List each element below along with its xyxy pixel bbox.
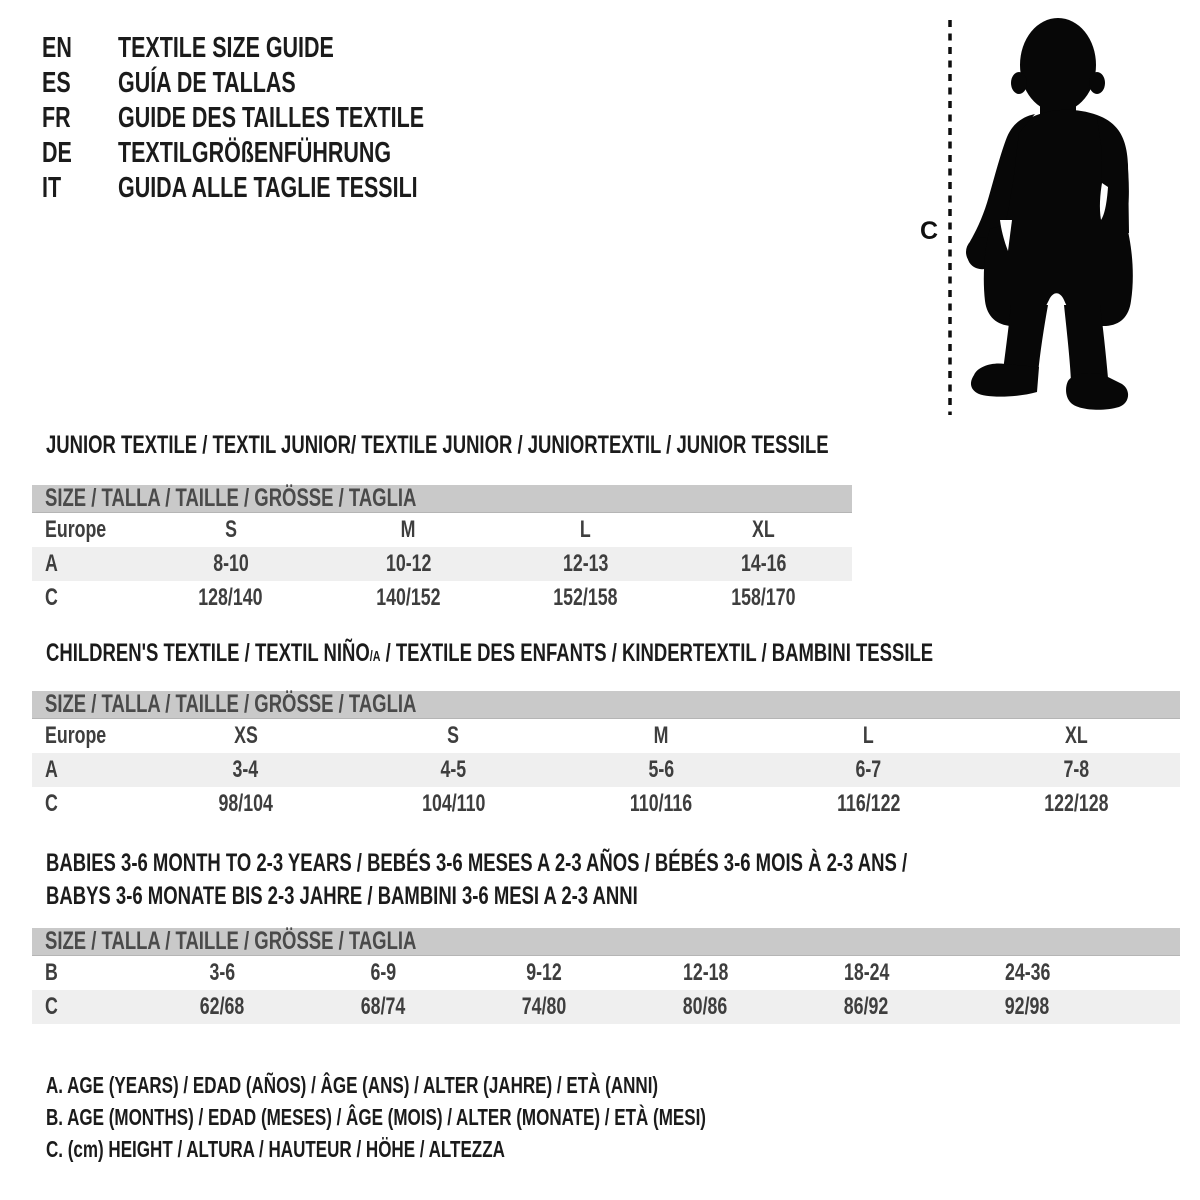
cell: 8-10 (212, 550, 249, 577)
cell: 122/128 (1044, 790, 1109, 817)
cell: 5-6 (648, 756, 674, 783)
table-row-sizes (32, 719, 1180, 753)
lang-row-it (42, 171, 532, 206)
cell: 128/140 (198, 584, 263, 611)
row-label: Europe (45, 722, 107, 749)
cell: 110/116 (629, 790, 693, 817)
cell: 12-18 (682, 959, 729, 986)
cell: M (653, 722, 669, 749)
lang-row-en (42, 31, 532, 66)
size-header-band: SIZE / TALLA / TAILLE / GRÖSSE / TAGLIA (32, 928, 1180, 956)
cell: 6-7 (855, 756, 882, 783)
cell: 24-36 (1004, 959, 1051, 986)
cell: 80/86 (683, 993, 728, 1020)
cell: 9-12 (526, 959, 563, 986)
lang-title: GUÍA DE TALLAS (118, 67, 296, 99)
row-label: C (45, 790, 58, 817)
lang-title: TEXTILE SIZE GUIDE (118, 32, 334, 64)
table-row-sizes (32, 513, 852, 547)
legend-line-c: C. (cm) HEIGHT / ALTURA / HAUTEUR / HÖHE / ALTEZZA (46, 1136, 505, 1162)
lang-title: GUIDE DES TAILLES TEXTILE (118, 102, 425, 134)
cell: 116/122 (836, 790, 901, 817)
nino-a-subscript: /A (369, 649, 381, 665)
junior-size-table (32, 485, 852, 615)
cell: 12-13 (563, 550, 609, 577)
junior-section-heading: JUNIOR TEXTILE / TEXTIL JUNIOR/ TEXTILE JUNIOR / JUNIORTEXTIL / JUNIOR TESSILE (46, 431, 829, 459)
lang-code: DE (42, 137, 72, 169)
row-label: C (45, 993, 58, 1020)
lang-code: EN (42, 32, 72, 64)
cell: 152/158 (553, 584, 618, 611)
measurement-legend (46, 1069, 938, 1165)
row-label: C (45, 584, 58, 611)
row-label: Europe (45, 516, 107, 543)
cell: XL (1064, 722, 1088, 749)
lang-title: TEXTILGRÖßENFÜHRUNG (118, 137, 392, 169)
cell: 68/74 (361, 993, 406, 1020)
cell: 158/170 (731, 584, 796, 611)
table-row-age-years (32, 547, 852, 581)
cell: 104/110 (421, 790, 486, 817)
size-header-band: SIZE / TALLA / TAILLE / GRÖSSE / TAGLIA (32, 485, 852, 513)
cell: 10-12 (385, 550, 431, 577)
table-row-height-cm (32, 787, 1180, 821)
cell: S (224, 516, 237, 543)
cell: 86/92 (844, 993, 889, 1020)
table-row-height-cm (32, 581, 852, 615)
children-section-heading: CHILDREN'S TEXTILE / TEXTIL NIÑO/A / TEXTILE DES ENFANTS / KINDERTEXTIL / BAMBINI TESSILE (46, 639, 934, 667)
cell: 14-16 (740, 550, 786, 577)
cell: M (400, 516, 416, 543)
lang-code: IT (42, 172, 62, 204)
cell: 6-9 (370, 959, 397, 986)
height-measure-label: C (919, 217, 939, 245)
cell: 74/80 (522, 993, 567, 1020)
lang-code: ES (42, 67, 71, 99)
table-row-age-years (32, 753, 1180, 787)
row-label: A (45, 756, 58, 783)
language-title-list (42, 31, 532, 206)
children-size-table (32, 691, 1180, 821)
cell: S (447, 722, 460, 749)
lang-title: GUIDA ALLE TAGLIE TESSILI (118, 172, 418, 204)
cell: 3-6 (209, 959, 236, 986)
cell: 140/152 (376, 584, 441, 611)
cell: 62/68 (200, 993, 245, 1020)
cell: 18-24 (843, 959, 890, 986)
table-row-height-cm (32, 990, 1180, 1024)
cell: L (863, 722, 874, 749)
cell: 4-5 (440, 756, 467, 783)
cell: 92/98 (1005, 993, 1050, 1020)
cell: L (580, 516, 592, 543)
cell: XL (751, 516, 775, 543)
table-row-age-months (32, 956, 1180, 990)
size-header-band: SIZE / TALLA / TAILLE / GRÖSSE / TAGLIA (32, 691, 1180, 719)
legend-line-a: A. AGE (YEARS) / EDAD (AÑOS) / ÂGE (ANS) / ALTER (JAHRE) / ETÀ (ANNI) (46, 1072, 659, 1098)
babies-section-heading: BABIES 3-6 MONTH TO 2-3 YEARS / BEBÉS 3-6 MESES A 2-3 AÑOS / BÉBÉS 3-6 MOIS À 2-3 ANS / BABYS 3-6 MONATE BIS 2-3 JAHRE / BAMBINI 3-6 MESI A 2-3 ANNI (46, 849, 908, 910)
baby-silhouette (966, 18, 1133, 410)
lang-row-fr (42, 101, 532, 136)
lang-row-de (42, 136, 532, 171)
baby-silhouette-figure (915, 15, 1145, 420)
cell: 98/104 (218, 790, 273, 817)
lang-code: FR (42, 102, 71, 134)
babies-size-table (32, 928, 1180, 1024)
cell: 7-8 (1063, 756, 1090, 783)
legend-line-b: B. AGE (MONTHS) / EDAD (MESES) / ÂGE (MOIS) / ALTER (MONATE) / ETÀ (MESI) (46, 1104, 706, 1130)
cell: 3-4 (232, 756, 259, 783)
lang-row-es (42, 66, 532, 101)
cell: XS (233, 722, 258, 749)
row-label: A (45, 550, 58, 577)
row-label: B (45, 959, 58, 986)
